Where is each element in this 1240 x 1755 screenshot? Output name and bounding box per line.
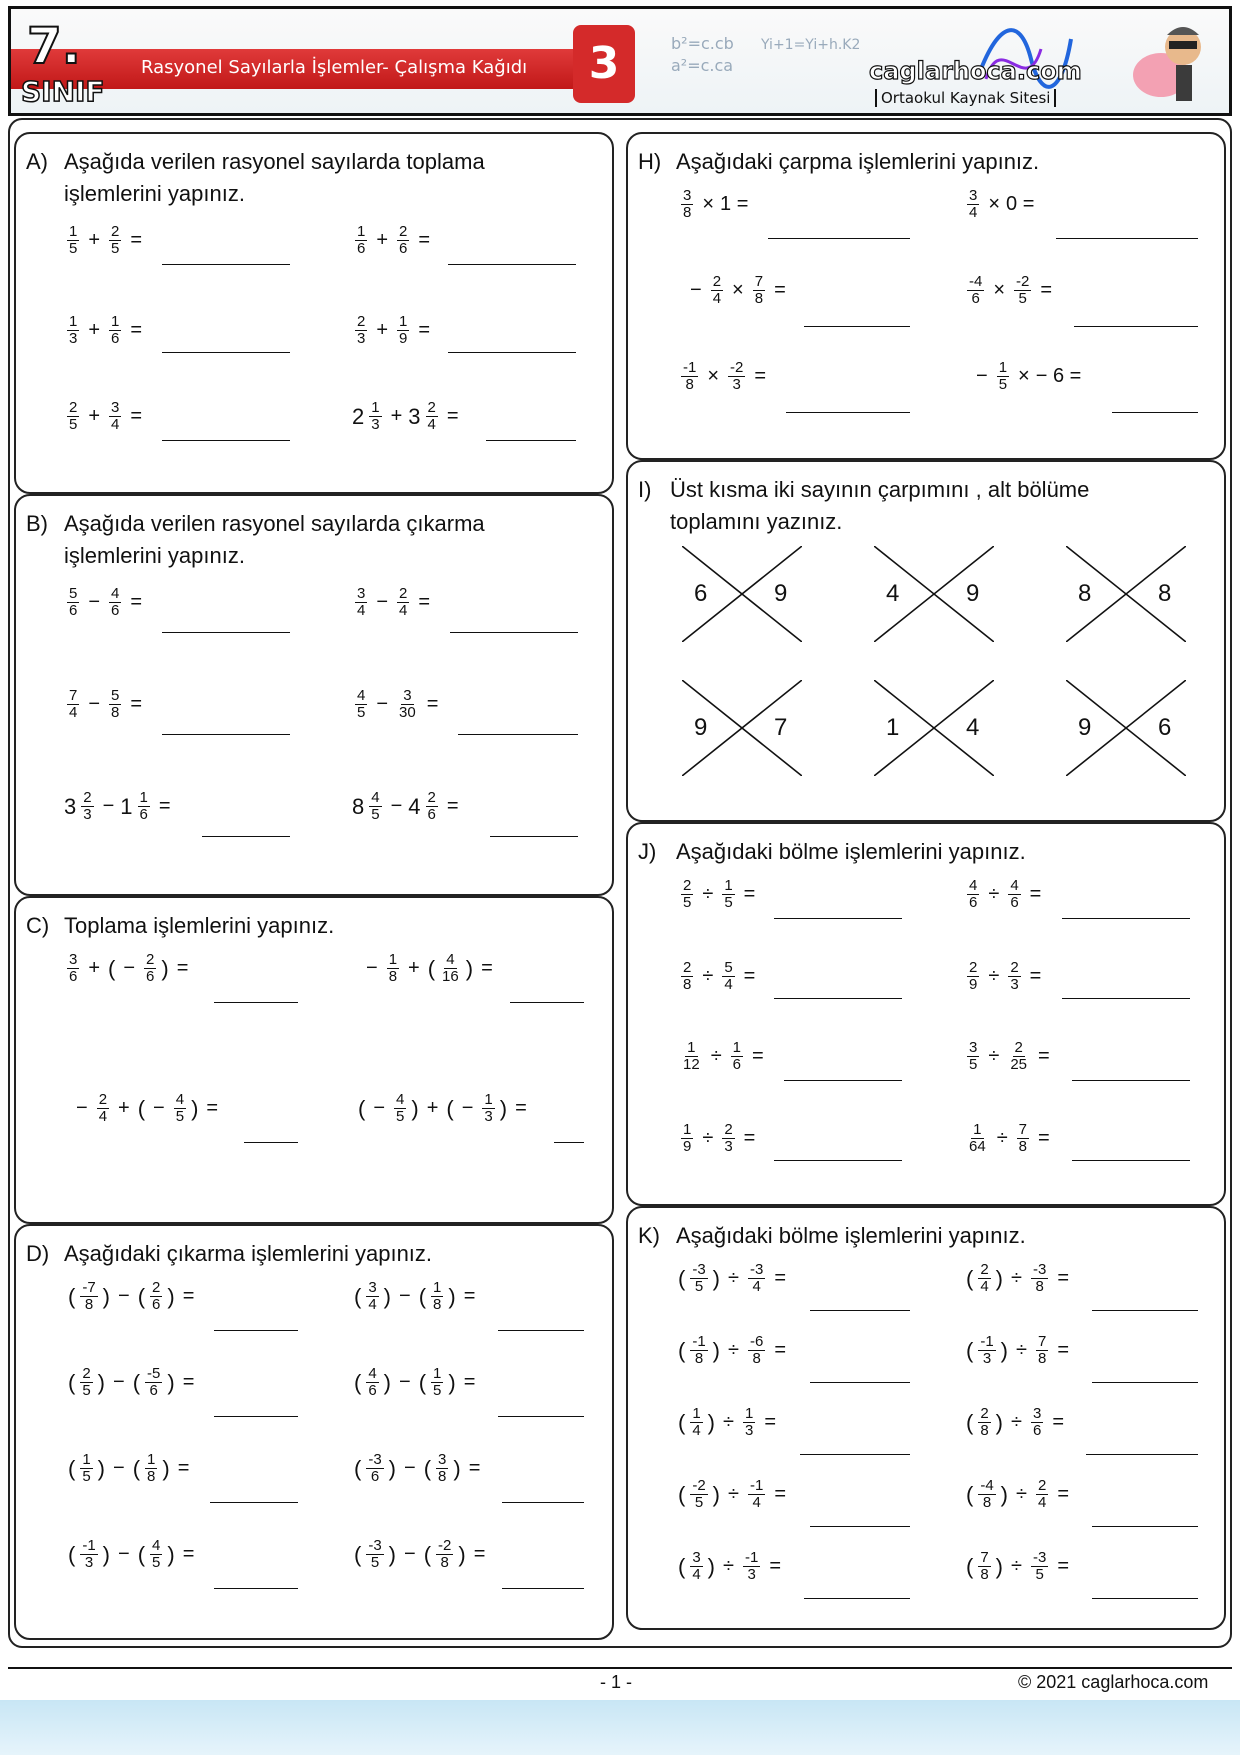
cross-left-number: 9 bbox=[1078, 714, 1092, 741]
answer-blank[interactable] bbox=[1062, 918, 1190, 919]
answer-blank[interactable] bbox=[1072, 1080, 1190, 1081]
exercise: $\frac{1}{6}$ + $\frac{2}{6}$ = bbox=[357, 223, 431, 257]
exercise: $\frac{3}{5}$ ÷ $\frac{2}{25}$ = bbox=[969, 1039, 1050, 1073]
cross-left-number: 9 bbox=[694, 714, 708, 741]
exercise: ( $\frac{7}{8}$ ) ÷ $\frac{-3}{5}$ = bbox=[966, 1549, 1070, 1583]
svg-text:a²=c.ca: a²=c.ca bbox=[671, 56, 734, 75]
answer-blank[interactable] bbox=[1092, 1598, 1198, 1599]
answer-blank[interactable] bbox=[162, 264, 290, 265]
exercise: ( $\frac{2}{4}$ ) ÷ $\frac{-3}{8}$ = bbox=[966, 1261, 1070, 1295]
answer-blank[interactable] bbox=[214, 1002, 298, 1003]
exercise: $\frac{1}{3}$ + $\frac{1}{6}$ = bbox=[69, 313, 143, 347]
answer-blank[interactable] bbox=[244, 1142, 298, 1143]
cross-diagram bbox=[1066, 680, 1186, 776]
section-h-panel bbox=[626, 132, 1226, 460]
exercise: − $\frac{1}{8}$ + ( $\frac{4}{16}$ ) = bbox=[366, 951, 493, 985]
answer-blank[interactable] bbox=[774, 998, 902, 999]
answer-blank[interactable] bbox=[804, 326, 910, 327]
answer-blank[interactable] bbox=[768, 238, 910, 239]
section-title: Aşağıda verilen rasyonel sayılarda çıkarma işlemlerini yapınız. bbox=[64, 511, 485, 568]
exercise: $\frac{3}{4}$ − $\frac{2}{4}$ = bbox=[357, 585, 431, 619]
exercise: ( $\frac{1}{5}$ ) − ( $\frac{1}{8}$ ) = bbox=[68, 1451, 190, 1485]
answer-blank[interactable] bbox=[784, 1080, 902, 1081]
answer-blank[interactable] bbox=[1062, 998, 1190, 999]
section-letter: C) bbox=[26, 913, 50, 938]
worksheet-header bbox=[8, 6, 1232, 116]
footer-divider bbox=[8, 1667, 1232, 1669]
answer-blank[interactable] bbox=[810, 1382, 910, 1383]
section-letter: B) bbox=[26, 511, 48, 536]
section-title: Üst kısma iki sayının çarpımını , alt bölüme toplamını yazınız. bbox=[670, 477, 1090, 534]
exercise: $\frac{-1}{8}$ × $\frac{-2}{3}$ = bbox=[683, 359, 767, 393]
section-letter: K) bbox=[638, 1223, 660, 1248]
section-c-panel bbox=[14, 896, 614, 1224]
copyright: © 2021 caglarhoca.com bbox=[1018, 1672, 1209, 1692]
grade-word: SINIF bbox=[21, 75, 105, 108]
exercise: ( $\frac{4}{6}$ ) − ( $\frac{1}{5}$ ) = bbox=[354, 1365, 476, 1399]
exercise: ( $\frac{-2}{5}$ ) ÷ $\frac{-1}{4}$ = bbox=[678, 1477, 787, 1511]
brand-logo: caglarhoca.com bbox=[869, 57, 1082, 85]
answer-blank[interactable] bbox=[162, 734, 290, 735]
answer-blank[interactable] bbox=[774, 918, 902, 919]
exercise: $\frac{2}{3}$ + $\frac{1}{9}$ = bbox=[357, 313, 431, 347]
section-letter: H) bbox=[638, 149, 662, 174]
exercise: $\frac{2}{8}$ ÷ $\frac{5}{4}$ = bbox=[683, 959, 756, 993]
sheet-number-badge: 3 bbox=[573, 25, 635, 103]
answer-blank[interactable] bbox=[1112, 412, 1198, 413]
exercise: 8 $\frac{4}{5}$ − 4 $\frac{2}{6}$ = bbox=[352, 789, 459, 823]
cross-diagram bbox=[682, 680, 802, 776]
exercise: ( $\frac{-3}{5}$ ) ÷ $\frac{-3}{4}$ = bbox=[678, 1261, 787, 1295]
exercise: ( $\frac{-1}{3}$ ) ÷ $\frac{7}{8}$ = bbox=[966, 1333, 1070, 1367]
exercise: $\frac{1}{12}$ ÷ $\frac{1}{6}$ = bbox=[683, 1039, 764, 1073]
exercise: − $\frac{2}{4}$ × $\frac{7}{8}$ = bbox=[690, 273, 786, 307]
answer-blank[interactable] bbox=[202, 836, 290, 837]
section-title: Aşağıda verilen rasyonel sayılarda toplama işlemlerini yapınız. bbox=[64, 149, 485, 206]
answer-blank[interactable] bbox=[162, 440, 290, 441]
exercise: $\frac{4}{6}$ ÷ $\frac{4}{6}$ = bbox=[969, 877, 1042, 911]
answer-blank[interactable] bbox=[800, 1454, 910, 1455]
answer-blank[interactable] bbox=[214, 1416, 298, 1417]
section-a-panel bbox=[14, 132, 614, 494]
answer-blank[interactable] bbox=[502, 1502, 584, 1503]
exercise: ( $\frac{-3}{6}$ ) − ( $\frac{3}{8}$ ) = bbox=[354, 1451, 481, 1485]
answer-blank[interactable] bbox=[810, 1310, 910, 1311]
section-title: Toplama işlemlerini yapınız. bbox=[64, 913, 335, 938]
exercise: 3 $\frac{2}{3}$ − 1 $\frac{1}{6}$ = bbox=[64, 789, 171, 823]
exercise: $\frac{3}{8}$ × 1 = bbox=[683, 187, 749, 221]
answer-blank[interactable] bbox=[810, 1526, 910, 1527]
exercise: 2 $\frac{1}{3}$ + 3 $\frac{2}{4}$ = bbox=[352, 399, 459, 433]
section-j-panel bbox=[626, 822, 1226, 1206]
cross-diagram bbox=[1066, 546, 1186, 642]
cross-right-number: 9 bbox=[774, 580, 788, 607]
cross-diagram bbox=[874, 680, 994, 776]
exercise: $\frac{1}{9}$ ÷ $\frac{2}{3}$ = bbox=[683, 1121, 756, 1155]
answer-blank[interactable] bbox=[450, 632, 578, 633]
cross-right-number: 8 bbox=[1158, 580, 1172, 607]
cross-right-number: 4 bbox=[966, 714, 980, 741]
cross-left-number: 8 bbox=[1078, 580, 1092, 607]
section-b-panel bbox=[14, 494, 614, 896]
exercise: $\frac{5}{6}$ − $\frac{4}{6}$ = bbox=[69, 585, 143, 619]
brand-subtitle: Ortaokul Kaynak Sitesi bbox=[875, 89, 1056, 107]
answer-blank[interactable] bbox=[1086, 1454, 1198, 1455]
cross-left-number: 4 bbox=[886, 580, 900, 607]
footer-decoration bbox=[0, 1700, 1240, 1755]
answer-blank[interactable] bbox=[502, 1588, 584, 1589]
exercise: $\frac{1}{5}$ + $\frac{2}{5}$ = bbox=[69, 223, 143, 257]
answer-blank[interactable] bbox=[1056, 238, 1198, 239]
answer-blank[interactable] bbox=[774, 1160, 902, 1161]
answer-blank[interactable] bbox=[498, 1330, 584, 1331]
exercise: ( $\frac{3}{4}$ ) ÷ $\frac{-1}{3}$ = bbox=[678, 1549, 782, 1583]
section-title: Aşağıdaki çarpma işlemlerini yapınız. bbox=[676, 149, 1040, 174]
answer-blank[interactable] bbox=[786, 412, 910, 413]
answer-blank[interactable] bbox=[162, 352, 290, 353]
exercise: ( $\frac{-1}{8}$ ) ÷ $\frac{-6}{8}$ = bbox=[678, 1333, 787, 1367]
section-letter: I) bbox=[638, 477, 652, 502]
exercise: $\frac{4}{5}$ − $\frac{3}{30}$ = bbox=[357, 687, 439, 721]
worksheet-title: Rasyonel Sayılarla İşlemler- Çalışma Kağıdı bbox=[141, 57, 528, 78]
answer-blank[interactable] bbox=[486, 440, 576, 441]
answer-blank[interactable] bbox=[210, 1502, 298, 1503]
section-d-panel bbox=[14, 1224, 614, 1640]
cross-diagram bbox=[874, 546, 994, 642]
answer-blank[interactable] bbox=[214, 1588, 298, 1589]
exercise: $\frac{3}{6}$ + ( − $\frac{2}{6}$ ) = bbox=[69, 951, 189, 985]
exercise: ( $\frac{-4}{8}$ ) ÷ $\frac{2}{4}$ = bbox=[966, 1477, 1070, 1511]
exercise: $\frac{1}{64}$ ÷ $\frac{7}{8}$ = bbox=[969, 1121, 1050, 1155]
cross-right-number: 9 bbox=[966, 580, 980, 607]
section-k-panel bbox=[626, 1206, 1226, 1630]
svg-text:Yi+1=Yi+h.K2: Yi+1=Yi+h.K2 bbox=[761, 37, 861, 53]
section-i-panel bbox=[626, 460, 1226, 822]
exercise: $\frac{-4}{6}$ × $\frac{-2}{5}$ = bbox=[969, 273, 1053, 307]
cross-right-number: 6 bbox=[1158, 714, 1172, 741]
section-letter: A) bbox=[26, 149, 48, 174]
answer-blank[interactable] bbox=[1072, 1160, 1190, 1161]
answer-blank[interactable] bbox=[490, 836, 578, 837]
svg-text:b²=c.cb: b²=c.cb bbox=[671, 34, 734, 53]
exercise: ( $\frac{1}{4}$ ) ÷ $\frac{1}{3}$ = bbox=[678, 1405, 777, 1439]
answer-blank[interactable] bbox=[458, 734, 578, 735]
exercise: − $\frac{1}{5}$ × − 6 = bbox=[976, 359, 1082, 393]
answer-blank[interactable] bbox=[214, 1330, 298, 1331]
exercise: $\frac{2}{5}$ ÷ $\frac{1}{5}$ = bbox=[683, 877, 756, 911]
answer-blank[interactable] bbox=[1092, 1310, 1198, 1311]
cross-right-number: 7 bbox=[774, 714, 788, 741]
answer-blank[interactable] bbox=[448, 264, 576, 265]
exercise: − $\frac{2}{4}$ + ( − $\frac{4}{5}$ ) = bbox=[76, 1091, 219, 1125]
avatar-icon bbox=[1121, 17, 1225, 113]
section-title: Aşağıdaki bölme işlemlerini yapınız. bbox=[676, 839, 1026, 864]
answer-blank[interactable] bbox=[804, 1598, 910, 1599]
exercise: ( $\frac{-7}{8}$ ) − ( $\frac{2}{6}$ ) = bbox=[68, 1279, 195, 1313]
grade-number: 7. bbox=[27, 17, 81, 75]
answer-blank[interactable] bbox=[498, 1416, 584, 1417]
section-title: Aşağıdaki bölme işlemlerini yapınız. bbox=[676, 1223, 1026, 1248]
answer-blank[interactable] bbox=[1092, 1382, 1198, 1383]
exercise: ( $\frac{2}{8}$ ) ÷ $\frac{3}{6}$ = bbox=[966, 1405, 1065, 1439]
answer-blank[interactable] bbox=[1092, 1526, 1198, 1527]
section-letter: J) bbox=[638, 839, 657, 864]
section-title: Aşağıdaki çıkarma işlemlerini yapınız. bbox=[64, 1241, 433, 1266]
answer-blank[interactable] bbox=[554, 1142, 584, 1143]
answer-blank[interactable] bbox=[448, 352, 576, 353]
exercise: ( − $\frac{4}{5}$ ) + ( − $\frac{1}{3}$ ) = bbox=[358, 1091, 527, 1125]
cross-left-number: 1 bbox=[886, 714, 900, 741]
cross-left-number: 6 bbox=[694, 580, 708, 607]
page-number: - 1 - bbox=[600, 1672, 633, 1692]
exercise: ( $\frac{-1}{3}$ ) − ( $\frac{4}{5}$ ) = bbox=[68, 1537, 195, 1571]
section-letter: D) bbox=[26, 1241, 50, 1266]
answer-blank[interactable] bbox=[1074, 326, 1198, 327]
exercise: $\frac{2}{5}$ + $\frac{3}{4}$ = bbox=[69, 399, 143, 433]
exercise: $\frac{2}{9}$ ÷ $\frac{2}{3}$ = bbox=[969, 959, 1042, 993]
answer-blank[interactable] bbox=[162, 632, 290, 633]
exercise: $\frac{3}{4}$ × 0 = bbox=[969, 187, 1035, 221]
exercise: $\frac{7}{4}$ − $\frac{5}{8}$ = bbox=[69, 687, 143, 721]
cross-diagram bbox=[682, 546, 802, 642]
answer-blank[interactable] bbox=[510, 1002, 584, 1003]
exercise: ( $\frac{-3}{5}$ ) − ( $\frac{-2}{8}$ ) = bbox=[354, 1537, 486, 1571]
exercise: ( $\frac{2}{5}$ ) − ( $\frac{-5}{6}$ ) = bbox=[68, 1365, 195, 1399]
exercise: ( $\frac{3}{4}$ ) − ( $\frac{1}{8}$ ) = bbox=[354, 1279, 476, 1313]
